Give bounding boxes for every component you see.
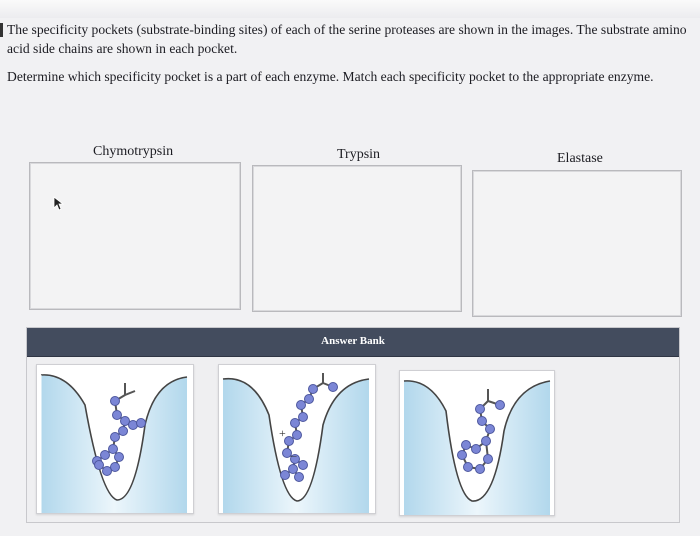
answer-bank	[26, 327, 680, 523]
question-paragraph-1: The specificity pockets (substrate-binding sites) of each of the serine proteases are shown in the images. The substrate amino acid side chains are shown in each pocket.	[7, 22, 687, 56]
positive-charged-side-chain-pocket-icon	[219, 365, 375, 513]
mouse-cursor-icon	[52, 196, 64, 212]
small-side-chain-pocket-icon	[400, 371, 554, 515]
question-marker	[0, 23, 3, 37]
top-bar	[0, 0, 700, 18]
answer-card-3[interactable]	[399, 370, 555, 516]
question-paragraph-2: Determine which specificity pocket is a part of each enzyme. Match each specificity pocket to the appropriate enzyme.	[7, 69, 654, 84]
question-text	[7, 20, 697, 95]
aromatic-side-chain-pocket-icon	[37, 365, 193, 513]
answer-card-2[interactable]	[218, 364, 376, 514]
target-label-elastase: Elastase	[557, 151, 603, 166]
target-label-trypsin: Trypsin	[337, 147, 381, 162]
positive-charge-label: +	[279, 426, 286, 440]
answer-bank-header: Answer Bank	[27, 328, 679, 357]
answer-card-1[interactable]	[36, 364, 194, 514]
svg-text:–: –	[291, 450, 297, 462]
drop-zone-elastase[interactable]	[472, 170, 682, 317]
target-label-chymotrypsin: Chymotrypsin	[93, 144, 174, 159]
drop-zone-trypsin[interactable]	[252, 165, 462, 312]
drop-zone-chymotrypsin[interactable]	[29, 162, 241, 310]
